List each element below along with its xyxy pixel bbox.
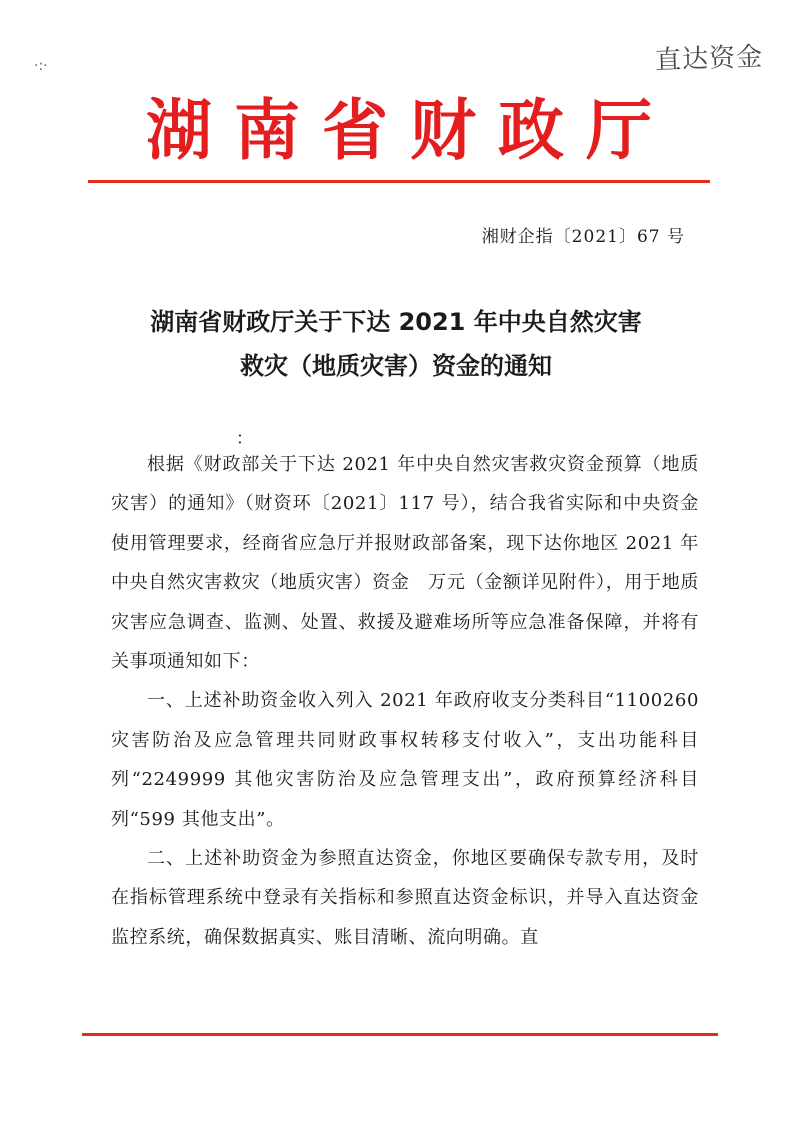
footer-red-rule	[82, 1033, 718, 1036]
document-number: 湘财企指〔2021〕67 号	[481, 227, 685, 247]
paragraph-item-1: 一、上述补助资金收入列入 2021 年政府收支分类科目“1100260 灾害防治及应急管理共同财政事权转移支付收入”，支出功能科目列“2249999 其他灾害防治及应急管理支出”，政府预算经济科目列“599 其他支出”。	[111, 690, 699, 830]
masthead-red-rule	[88, 180, 710, 183]
paragraph-intro: 根据《财政部关于下达 2021 年中央自然灾害救灾资金预算（地质灾害）的通知》（财资环〔2021〕117 号），结合我省实际和中央资金使用管理要求，经商省应急厅并报财政部备案，现下达你地区 2021 年中央自然灾害救灾（地质灾害）资金 万元（金额详见附件），用于地质灾害应急调查、监测、处置、救援及避难场所等应急准备保障，并将有关事项通知如下：	[111, 454, 699, 673]
title-line-1: 湖南省财政厅关于下达 2021 年中央自然灾害	[150, 308, 642, 336]
masthead-title: 湖南省财政厅	[146, 91, 674, 169]
handwritten-note: 直达资金	[654, 42, 764, 76]
corner-mark: ·:·	[34, 58, 48, 74]
body-text	[111, 445, 699, 957]
addressee: ：	[236, 429, 253, 449]
document-title	[90, 300, 702, 388]
title-line-2: 救灾（地质灾害）资金的通知	[240, 352, 552, 380]
paragraph-item-2: 二、上述补助资金为参照直达资金，你地区要确保专款专用，及时在指标管理系统中登录有关指标和参照直达资金标识，并导入直达资金监控系统，确保数据真实、账目清晰、流向明确。直	[111, 848, 699, 948]
